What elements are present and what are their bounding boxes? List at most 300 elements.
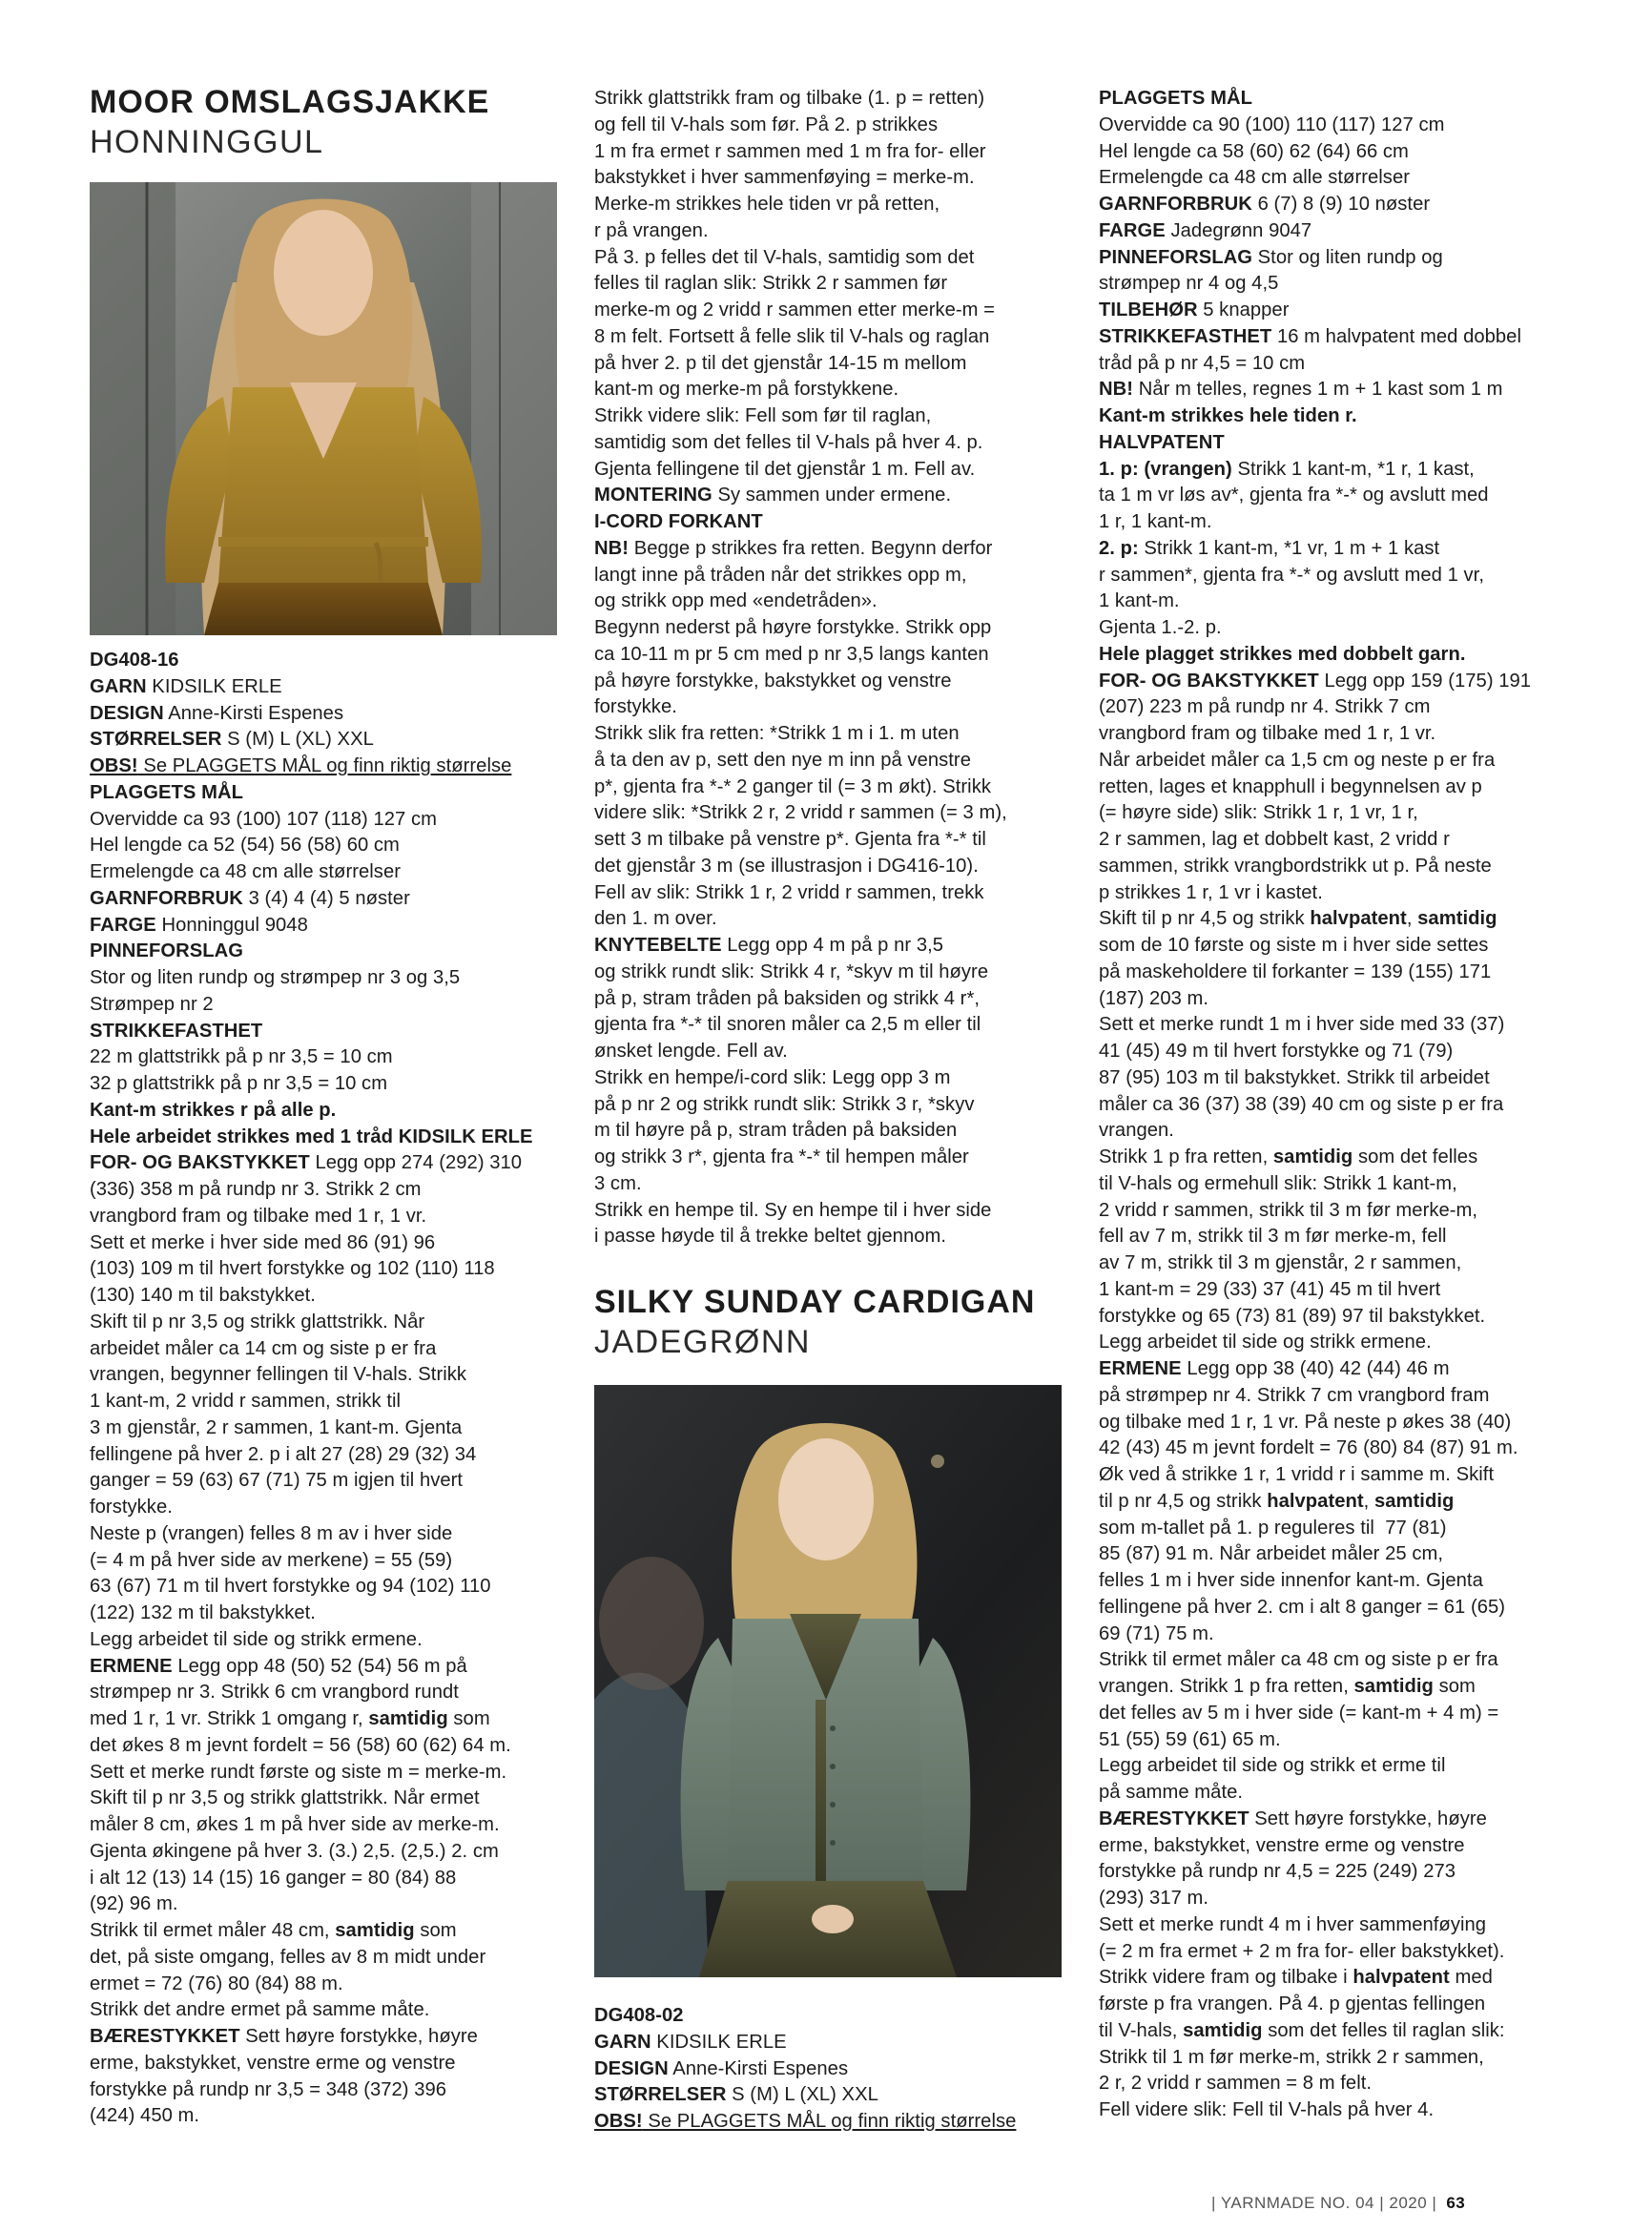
text-run: langt inne på tråden når det strikkes opp m, bbox=[594, 564, 967, 586]
text-run: Strømpep nr 2 bbox=[90, 993, 214, 1015]
text-run: arbeidet måler ca 14 cm og siste p er fra bbox=[90, 1337, 437, 1359]
text-run: halvpatent bbox=[1267, 1490, 1364, 1512]
text-run: samtidig bbox=[1373, 1490, 1455, 1512]
pattern-title-silky: SILKY SUNDAY CARDIGAN bbox=[594, 1284, 1036, 1320]
text-run: det felles av 5 m i hver side (= kant-m + 4 m) = bbox=[1099, 1702, 1499, 1724]
text-run: Skift til p nr 3,5 og strikk glattstrikk. Når ermet bbox=[90, 1787, 480, 1809]
text-line bbox=[90, 2077, 586, 2104]
text-line bbox=[1099, 1250, 1595, 1277]
text-line bbox=[1099, 1674, 1595, 1701]
text-line bbox=[1099, 1912, 1595, 1939]
text-run: (187) 203 m. bbox=[1099, 987, 1209, 1009]
text-run: strømpep nr 4 og 4,5 bbox=[1099, 273, 1279, 295]
text-line bbox=[1099, 1886, 1595, 1912]
text-run: Gjenta økingene på hver 3. (3.) 2,5. (2,5.) 2. cm bbox=[90, 1840, 499, 1862]
text-run: Strikk 1 kant-m, *1 r, 1 kast, bbox=[1231, 458, 1475, 480]
text-line bbox=[90, 965, 586, 992]
text-run: videre slik: *Strikk 2 r, 2 vridd r sammen (= 3 m), bbox=[594, 802, 1007, 824]
text-run: merke-m og 2 vridd r sammen etter merke-m = bbox=[594, 300, 996, 320]
text-run: (= høyre side) slik: Strikk 1 r, 1 vr, 1 r, bbox=[1099, 802, 1418, 824]
text-run: på samme måte. bbox=[1099, 1782, 1244, 1803]
text-run: FARGE bbox=[90, 914, 156, 936]
text-run: Hel lengde ca 52 (54) 56 (58) 60 cm bbox=[90, 835, 400, 857]
photo-moor-cardigan bbox=[90, 182, 557, 635]
text-run: FARGE bbox=[1099, 219, 1166, 241]
text-line bbox=[594, 615, 1090, 642]
text-run: til V-hals og ermehull slik: Strikk 1 kant-m, bbox=[1099, 1172, 1457, 1194]
text-line bbox=[594, 245, 1090, 272]
text-line bbox=[594, 139, 1090, 166]
text-run: NB! bbox=[1099, 379, 1134, 401]
text-run: Kant-m strikkes r på alle p. bbox=[90, 1099, 337, 1121]
text-run: det økes 8 m jevnt fordelt = 56 (58) 60 (62) 64 m. bbox=[90, 1734, 511, 1756]
text-run: Sett et merke i hver side med 86 (91) 96 bbox=[90, 1231, 436, 1253]
text-line bbox=[90, 1627, 586, 1654]
text-line bbox=[594, 694, 1090, 721]
text-run: TILBEHØR bbox=[1099, 300, 1198, 320]
text-line bbox=[90, 1283, 586, 1310]
text-line bbox=[594, 377, 1090, 403]
text-run: Når arbeidet måler ca 1,5 cm og neste p er fra bbox=[1099, 749, 1496, 771]
text-run: strømpep nr 3. Strikk 6 cm vrangbord rundt bbox=[90, 1682, 459, 1704]
text-run: på p nr 2 og strikk rundt slik: Strikk 3 r, *skyv bbox=[594, 1093, 975, 1115]
text-run: første p fra vrangen. På 4. p gjentas fellingen bbox=[1099, 1993, 1486, 2014]
text-line bbox=[594, 748, 1090, 775]
text-run: vrangen. bbox=[1099, 1120, 1174, 1142]
text-line bbox=[594, 218, 1090, 245]
text-run: fellingene på hver 2. cm i alt 8 ganger = 61 (65) bbox=[1099, 1596, 1506, 1618]
text-run: OBS! bbox=[594, 2111, 643, 2132]
text-line bbox=[1099, 139, 1595, 166]
text-line bbox=[90, 1574, 586, 1601]
text-line bbox=[594, 1012, 1090, 1039]
text-run: Kant-m strikkes hele tiden r. bbox=[1099, 405, 1357, 426]
text-line bbox=[1099, 1568, 1595, 1595]
text-run: Ermelengde ca 48 cm alle størrelser bbox=[1099, 167, 1410, 189]
text-line bbox=[1099, 854, 1595, 880]
text-run: forstykke og 65 (73) 81 (89) 97 til bakstykket. bbox=[1099, 1305, 1486, 1327]
text-line bbox=[1099, 2097, 1595, 2124]
text-run: Gjenta fellingene til det gjenstår 1 m. Fell av. bbox=[594, 458, 976, 480]
text-line bbox=[1099, 86, 1595, 113]
text-line bbox=[90, 1997, 586, 2024]
text-run: Anne-Kirsti Espenes bbox=[163, 702, 344, 724]
text-line bbox=[594, 165, 1090, 192]
text-run: forstykke på rundp nr 4,5 = 225 (249) 273 bbox=[1099, 1861, 1456, 1883]
text-line bbox=[90, 1654, 586, 1681]
text-run: BÆRESTYKKET bbox=[1099, 1808, 1249, 1829]
text-run: Strikk en hempe/i-cord slik: Legg opp 3 m bbox=[594, 1066, 951, 1088]
text-run: Skift til p nr 4,5 og strikk bbox=[1099, 908, 1311, 930]
text-run: 16 m halvpatent med dobbel bbox=[1271, 325, 1521, 347]
text-line bbox=[1099, 271, 1595, 298]
pattern-subtitle-moor: HONNINGGUL bbox=[90, 124, 324, 160]
text-run: (= 2 m fra ermet + 2 m fra for- eller bakstykket). bbox=[1099, 1940, 1505, 1962]
text-line bbox=[90, 1812, 586, 1839]
text-run: Gjenta 1.-2. p. bbox=[1099, 617, 1222, 638]
text-line bbox=[594, 589, 1090, 615]
text-line bbox=[90, 1389, 586, 1415]
text-line bbox=[1099, 1727, 1595, 1754]
text-line bbox=[594, 1039, 1090, 1065]
text-run: Når m telles, regnes 1 m + 1 kast som 1 m bbox=[1133, 379, 1503, 401]
text-run: (130) 140 m til bakstykket. bbox=[90, 1285, 316, 1306]
text-run: felles til raglan slik: Strikk 2 r sammen før bbox=[594, 273, 948, 295]
text-run: Strikk 1 kant-m, *1 vr, 1 m + 1 kast bbox=[1138, 537, 1440, 559]
text-run: 2. p: bbox=[1099, 537, 1139, 559]
text-run: PINNEFORSLAG bbox=[90, 940, 243, 962]
text-run: og tilbake med 1 r, 1 vr. På neste p økes 38 (40) bbox=[1099, 1411, 1512, 1433]
page-number: 63 bbox=[1446, 2194, 1466, 2212]
text-run: 1 kant-m = 29 (33) 37 (41) 45 m til hvert bbox=[1099, 1278, 1441, 1300]
text-line bbox=[90, 648, 586, 674]
text-line bbox=[90, 1071, 586, 1098]
text-run: I-CORD FORKANT bbox=[594, 511, 763, 532]
text-line bbox=[594, 1145, 1090, 1171]
text-run: Hele plagget strikkes med dobbelt garn. bbox=[1099, 643, 1466, 665]
text-line bbox=[1099, 113, 1595, 139]
text-run: FOR- OG BAKSTYKKET bbox=[90, 1152, 310, 1174]
text-line bbox=[90, 780, 586, 807]
text-run: S (M) L (XL) XXL bbox=[221, 729, 374, 751]
text-run: måler 8 cm, økes 1 m på hver side av merke-m. bbox=[90, 1814, 500, 1835]
silky-pattern-text bbox=[1099, 86, 1595, 2124]
text-run: Stor og liten rundp og bbox=[1252, 246, 1443, 268]
text-run: på maskeholdere til forkanter = 139 (155) 171 bbox=[1099, 961, 1492, 982]
text-line bbox=[1099, 1622, 1595, 1648]
text-line bbox=[90, 1495, 586, 1521]
text-line bbox=[1099, 457, 1595, 484]
text-run: r på vrangen. bbox=[594, 219, 709, 241]
text-run: Overvidde ca 90 (100) 110 (117) 127 cm bbox=[1099, 114, 1445, 135]
text-line bbox=[90, 1945, 586, 1972]
text-run: KNYTEBELTE bbox=[594, 935, 722, 956]
text-line bbox=[90, 1230, 586, 1257]
text-line bbox=[594, 669, 1090, 695]
text-run: ERMENE bbox=[90, 1655, 173, 1677]
text-run: Strikk videre fram og tilbake i bbox=[1099, 1967, 1353, 1989]
text-line bbox=[1099, 192, 1595, 218]
text-line bbox=[1099, 986, 1595, 1013]
text-line bbox=[594, 483, 1090, 509]
text-line bbox=[1099, 218, 1595, 245]
text-line bbox=[1099, 1039, 1595, 1065]
text-line bbox=[1099, 933, 1595, 960]
text-run: gjenta fra *-* til snoren måler ca 2,5 m eller til bbox=[594, 1014, 981, 1036]
text-line bbox=[1099, 377, 1595, 403]
text-run: bakstykket i hver sammenføying = merke-m. bbox=[594, 167, 975, 189]
text-line bbox=[594, 775, 1090, 801]
text-run: halvpatent bbox=[1353, 1967, 1450, 1989]
text-run: MONTERING bbox=[594, 485, 712, 506]
text-line bbox=[90, 807, 586, 834]
text-run: 1. p: (vrangen) bbox=[1099, 458, 1232, 480]
text-run: p strikkes 1 r, 1 vr i kastet. bbox=[1099, 881, 1323, 903]
text-line bbox=[594, 2030, 1090, 2056]
text-line bbox=[90, 1336, 586, 1363]
text-run: PINNEFORSLAG bbox=[1099, 246, 1252, 268]
text-line bbox=[1099, 483, 1595, 509]
text-run: sett 3 m tilbake på venstre p*. Gjenta fra *-* til bbox=[594, 829, 986, 850]
text-run: Legg opp 4 m på p nr 3,5 bbox=[721, 935, 944, 956]
text-run: GARN bbox=[594, 2031, 651, 2053]
text-run: 8 m felt. Fortsett å felle slik til V-hals og raglan bbox=[594, 325, 990, 347]
text-line bbox=[1099, 324, 1595, 351]
text-run: 51 (55) 59 (61) 65 m. bbox=[1099, 1728, 1281, 1750]
text-line bbox=[1099, 2071, 1595, 2097]
text-run: (293) 317 m. bbox=[1099, 1888, 1209, 1909]
text-line bbox=[594, 2109, 1090, 2136]
text-line bbox=[90, 1362, 586, 1389]
text-line bbox=[1099, 1833, 1595, 1860]
text-run: ta 1 m vr løs av*, gjenta fra *-* og avslutt med bbox=[1099, 485, 1489, 506]
text-line bbox=[594, 880, 1090, 907]
text-line bbox=[594, 2003, 1090, 2030]
text-run: Skift til p nr 3,5 og strikk glattstrikk. Når bbox=[90, 1311, 425, 1332]
text-run: , bbox=[1363, 1490, 1374, 1512]
text-line bbox=[90, 1972, 586, 1998]
text-run: PLAGGETS MÅL bbox=[90, 781, 243, 803]
text-run: Strikk slik fra retten: *Strikk 1 m i 1. m uten bbox=[594, 723, 960, 744]
text-line bbox=[594, 430, 1090, 457]
text-run: Strikk det andre ermet på samme måte. bbox=[90, 1999, 430, 2021]
text-line bbox=[1099, 1330, 1595, 1356]
silky-pattern-header bbox=[594, 2003, 1090, 2136]
text-run: vrangbord fram og tilbake med 1 r, 1 vr. bbox=[90, 1205, 427, 1227]
text-run: Legg arbeidet til side og strikk ermene. bbox=[90, 1628, 423, 1650]
text-line bbox=[1099, 1012, 1595, 1039]
text-run: STØRRELSER bbox=[90, 729, 222, 751]
text-run: Strikk en hempe til. Sy en hempe til i hver side bbox=[594, 1199, 992, 1221]
text-line bbox=[594, 86, 1090, 113]
text-run: i passe høyde til å trekke beltet gjennom. bbox=[594, 1226, 947, 1248]
text-line bbox=[1099, 1753, 1595, 1780]
text-line bbox=[90, 913, 586, 940]
text-run: som m-tallet på 1. p reguleres til 77 (81) bbox=[1099, 1517, 1447, 1539]
text-run: på høyre forstykke, bakstykket og venstre bbox=[594, 670, 952, 692]
text-run: BÆRESTYKKET bbox=[90, 2026, 240, 2047]
text-run: 2 r sammen, lag et dobbelt kast, 2 vridd r bbox=[1099, 829, 1450, 850]
text-line bbox=[90, 1786, 586, 1812]
text-line bbox=[594, 509, 1090, 536]
text-run: HALVPATENT bbox=[1099, 431, 1225, 453]
text-run: Legg opp 38 (40) 42 (44) 46 m bbox=[1181, 1358, 1450, 1379]
text-line bbox=[90, 1468, 586, 1495]
text-line bbox=[594, 986, 1090, 1013]
text-run: Legg opp 48 (50) 52 (54) 56 m på bbox=[172, 1655, 467, 1677]
text-run: 1 kant-m, 2 vridd r sammen, strikk til bbox=[90, 1391, 402, 1412]
text-line bbox=[1099, 1118, 1595, 1145]
text-line bbox=[90, 1760, 586, 1787]
text-run: FOR- OG BAKSTYKKET bbox=[1099, 670, 1319, 692]
text-run: Anne-Kirsti Espenes bbox=[668, 2057, 849, 2079]
text-run: med 1 r, 1 vr. Strikk 1 omgang r, bbox=[90, 1708, 369, 1729]
text-run: 6 (7) 8 (9) 10 nøster bbox=[1251, 194, 1431, 215]
text-run: Strikk videre slik: Fell som før til raglan, bbox=[594, 405, 932, 426]
text-run: Se PLAGGETS MÅL og finn riktig størrelse bbox=[137, 755, 512, 776]
text-run: 69 (71) 75 m. bbox=[1099, 1622, 1214, 1644]
text-run: S (M) L (XL) XXL bbox=[726, 2084, 878, 2106]
text-run: som bbox=[414, 1920, 457, 1941]
text-line bbox=[594, 960, 1090, 986]
text-line bbox=[1099, 1939, 1595, 1966]
text-line bbox=[594, 403, 1090, 430]
text-line bbox=[594, 1065, 1090, 1092]
text-line bbox=[1099, 669, 1595, 695]
text-run: PLAGGETS MÅL bbox=[1099, 88, 1252, 109]
text-line bbox=[1099, 1965, 1595, 1992]
text-line bbox=[90, 1310, 586, 1336]
text-line bbox=[90, 2051, 586, 2077]
text-run: erme, bakstykket, venstre erme og venstre bbox=[90, 2052, 456, 2074]
text-line bbox=[594, 457, 1090, 484]
text-run: Ermelengde ca 48 cm alle størrelser bbox=[90, 861, 401, 882]
text-line bbox=[90, 1177, 586, 1204]
text-line bbox=[90, 1839, 586, 1866]
text-run: ca 10-11 m pr 5 cm med p nr 3,5 langs kanten bbox=[594, 643, 989, 665]
text-line bbox=[1099, 536, 1595, 563]
text-run: med bbox=[1449, 1967, 1493, 1989]
text-run: som bbox=[1433, 1676, 1476, 1697]
text-line bbox=[90, 1891, 586, 1918]
text-run: Sett et merke rundt første og siste m = merke-m. bbox=[90, 1761, 507, 1783]
text-line bbox=[1099, 403, 1595, 430]
text-run: ganger = 59 (63) 67 (71) 75 m igjen til hvert bbox=[90, 1470, 464, 1492]
text-run: ermet = 72 (76) 80 (84) 88 m. bbox=[90, 1973, 343, 1994]
text-run: Strikk til ermet måler 48 cm, bbox=[90, 1920, 336, 1941]
text-run: på strømpep nr 4. Strikk 7 cm vrangbord fram bbox=[1099, 1384, 1490, 1406]
text-line bbox=[90, 1918, 586, 1945]
text-run: GARNFORBRUK bbox=[1099, 194, 1252, 215]
text-line bbox=[594, 827, 1090, 854]
text-run: Fell videre slik: Fell til V-hals på hver 4. bbox=[1099, 2099, 1435, 2120]
text-run: 1 kant-m. bbox=[1099, 590, 1180, 612]
silky-cardigan-illustration bbox=[594, 1385, 1062, 1977]
text-line bbox=[90, 1415, 586, 1442]
text-line bbox=[90, 1442, 586, 1469]
text-run: og strikk opp med «endetråden». bbox=[594, 590, 878, 612]
text-run: (103) 109 m til hvert forstykke og 102 (110) 118 bbox=[90, 1258, 495, 1280]
text-run: Sett et merke rundt 1 m i hver side med 33 (37) bbox=[1099, 1014, 1505, 1036]
text-line bbox=[1099, 298, 1595, 324]
text-run: Honninggul 9048 bbox=[155, 914, 308, 936]
text-run: 3 (4) 4 (4) 5 nøster bbox=[242, 887, 410, 909]
text-run: Hel lengde ca 58 (60) 62 (64) 66 cm bbox=[1099, 140, 1409, 162]
text-run: samtidig bbox=[1417, 908, 1497, 930]
text-run: Neste p (vrangen) felles 8 m av i hver side bbox=[90, 1522, 453, 1544]
text-run: samtidig bbox=[1183, 2019, 1263, 2041]
text-run: 87 (95) 103 m til bakstykket. Strikk til arbeidet bbox=[1099, 1066, 1490, 1088]
text-line bbox=[1099, 880, 1595, 907]
text-line bbox=[1099, 1701, 1595, 1727]
text-run: vrangen. Strikk 1 p fra retten, bbox=[1099, 1676, 1354, 1697]
text-line bbox=[90, 1521, 586, 1548]
text-run: 3 cm. bbox=[594, 1172, 642, 1194]
text-line bbox=[1099, 1436, 1595, 1462]
text-line bbox=[594, 192, 1090, 218]
text-run: , bbox=[1406, 908, 1418, 930]
text-run: til p nr 4,5 og strikk bbox=[1099, 1490, 1268, 1512]
text-run: Strikk til ermet måler ca 48 cm og siste p er fra bbox=[1099, 1649, 1498, 1671]
text-run: Øk ved å strikke 1 r, 1 vridd r i samme m. Skift bbox=[1099, 1464, 1495, 1485]
text-run: på p, stram tråden på baksiden og strikk 4 r*, bbox=[594, 987, 981, 1009]
text-line bbox=[90, 833, 586, 859]
text-line bbox=[90, 1548, 586, 1575]
text-line bbox=[1099, 1780, 1595, 1807]
text-line bbox=[90, 2103, 586, 2130]
text-run: Sy sammen under ermene. bbox=[712, 485, 952, 506]
text-line bbox=[1099, 1807, 1595, 1833]
page-footer bbox=[1211, 2194, 1593, 2213]
text-run: sammen, strikk vrangbordstrikk ut p. På neste bbox=[1099, 855, 1492, 877]
text-run: m til høyre på p, stram tråden på baksiden bbox=[594, 1120, 958, 1142]
text-run: p*, gjenta fra *-* 2 ganger til (= 3 m økt). Strikk bbox=[594, 775, 991, 797]
text-run: det gjenstår 3 m (se illustrasjon i DG416-10). bbox=[594, 855, 979, 877]
text-line bbox=[1099, 694, 1595, 721]
text-line bbox=[90, 1733, 586, 1760]
text-line bbox=[1099, 1647, 1595, 1674]
text-line bbox=[1099, 2045, 1595, 2072]
text-run: (92) 96 m. bbox=[90, 1893, 178, 1915]
text-run: retten, lages et knapphull i begynnelsen av p bbox=[1099, 775, 1482, 797]
text-run: halvpatent bbox=[1310, 908, 1407, 930]
text-run: På 3. p felles det til V-hals, samtidig som det bbox=[594, 246, 975, 268]
text-run: DG408-16 bbox=[90, 650, 179, 671]
text-run: DG408-02 bbox=[594, 2005, 684, 2026]
text-run: (424) 450 m. bbox=[90, 2105, 200, 2127]
text-line bbox=[1099, 827, 1595, 854]
text-line bbox=[594, 2082, 1090, 2109]
text-line bbox=[1099, 800, 1595, 827]
moor-cardigan-illustration bbox=[90, 182, 557, 635]
text-line bbox=[1099, 1198, 1595, 1225]
text-run: 5 knapper bbox=[1197, 300, 1290, 320]
text-line bbox=[90, 1601, 586, 1627]
text-line bbox=[594, 298, 1090, 324]
text-line bbox=[594, 721, 1090, 748]
text-run: erme, bakstykket, venstre erme og venstre bbox=[1099, 1834, 1465, 1856]
text-run: som bbox=[447, 1708, 490, 1729]
text-line bbox=[1099, 509, 1595, 536]
pattern-title-moor: MOOR OMSLAGSJAKKE bbox=[90, 84, 490, 120]
text-run: 41 (45) 49 m til hvert forstykke og 71 (79) bbox=[1099, 1041, 1454, 1062]
text-line bbox=[90, 1150, 586, 1177]
text-run: på hver 2. p til det gjenstår 14-15 m mellom bbox=[594, 352, 967, 374]
text-run: r sammen*, gjenta fra *-* og avslutt med 1 vr, bbox=[1099, 564, 1484, 586]
text-line bbox=[594, 271, 1090, 298]
text-run: Strikk til 1 m før merke-m, strikk 2 r sammen, bbox=[1099, 2046, 1484, 2068]
text-run: ønsket lengde. Fell av. bbox=[594, 1041, 788, 1062]
text-run: 42 (43) 45 m jevnt fordelt = 76 (80) 84 (87) 91 m. bbox=[1099, 1437, 1518, 1459]
text-run: det, på siste omgang, felles av 8 m midt under bbox=[90, 1946, 486, 1968]
text-run: Overvidde ca 93 (100) 107 (118) 127 cm bbox=[90, 808, 437, 830]
text-run: KIDSILK ERLE bbox=[146, 675, 282, 697]
text-line bbox=[1099, 245, 1595, 272]
text-run: (336) 358 m på rundp nr 3. Strikk 2 cm bbox=[90, 1179, 422, 1200]
text-line bbox=[90, 754, 586, 780]
text-line bbox=[1099, 1145, 1595, 1171]
text-run: STRIKKEFASTHET bbox=[90, 1020, 263, 1042]
text-run: og strikk rundt slik: Strikk 4 r, *skyv m til høyre bbox=[594, 961, 989, 982]
text-run: 2 vridd r sammen, strikk til 3 m før merke-m, bbox=[1099, 1199, 1478, 1221]
text-run: (= 4 m på hver side av merkene) = 55 (59) bbox=[90, 1549, 453, 1571]
text-run: vrangbord fram og tilbake med 1 r, 1 vr. bbox=[1099, 723, 1436, 744]
text-line bbox=[90, 1098, 586, 1125]
text-line bbox=[90, 1044, 586, 1071]
text-line bbox=[90, 1256, 586, 1283]
text-run: 3 m gjenstår, 2 r sammen, 1 kant-m. Gjenta bbox=[90, 1416, 463, 1438]
text-line bbox=[1099, 1065, 1595, 1092]
